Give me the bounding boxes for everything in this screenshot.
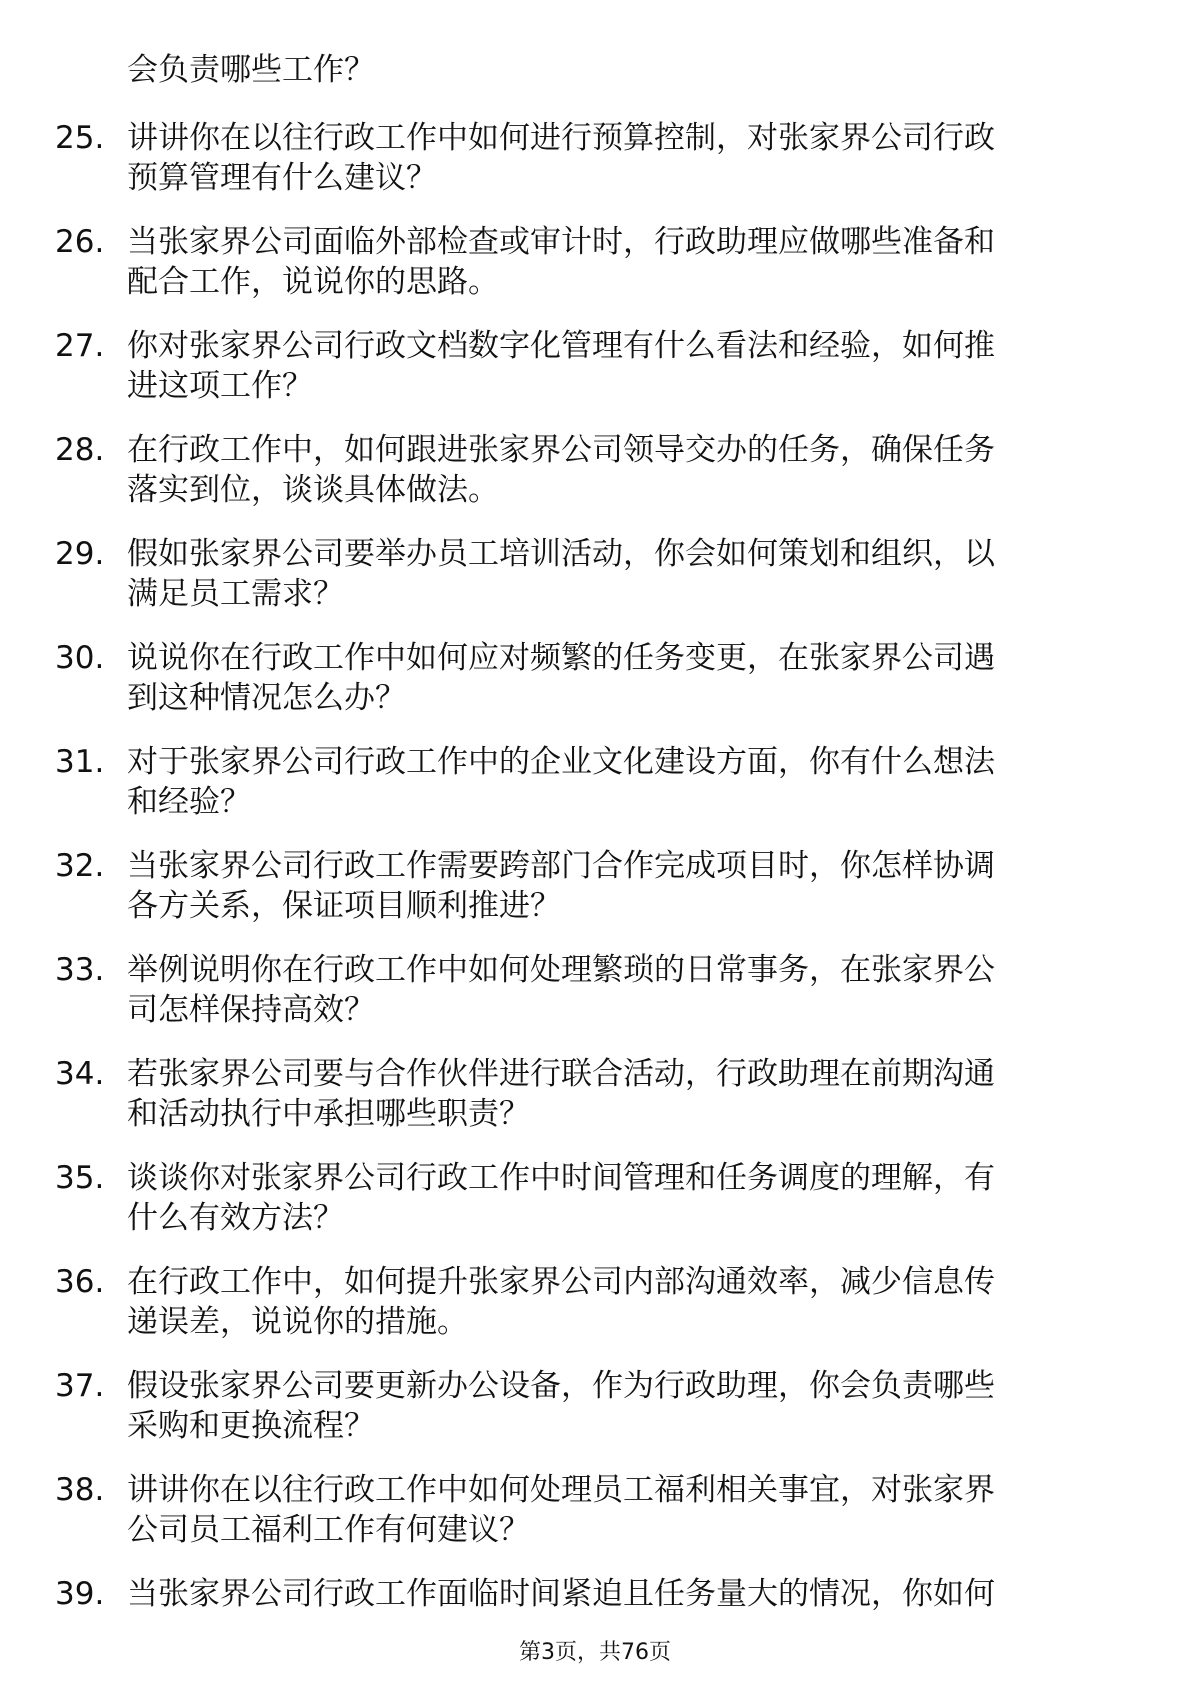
question-text-line: 满足员工需求？ [127, 576, 344, 612]
question-text-line: 当张家界公司行政工作面临时间紧迫且任务量大的情况，你如何 [127, 1576, 995, 1612]
question-number: 39. [55, 1576, 105, 1612]
question-number: 31. [55, 744, 105, 780]
question-item [0, 328, 1190, 432]
question-text [127, 328, 1117, 408]
question-number: 30. [55, 640, 105, 676]
question-text-line: 当张家界公司面临外部检查或审计时，行政助理应做哪些准备和 [127, 224, 995, 260]
question-text-line: 各方关系，保证项目顺利推进？ [127, 888, 561, 924]
question-text-line: 举例说明你在行政工作中如何处理繁琐的日常事务，在张家界公 [127, 952, 995, 988]
question-number: 35. [55, 1160, 105, 1196]
question-text-line: 说说你在行政工作中如何应对频繁的任务变更，在张家界公司遇 [127, 640, 995, 676]
question-item [0, 744, 1190, 848]
question-text [127, 1160, 1117, 1240]
question-text-line: 预算管理有什么建议？ [127, 160, 437, 196]
question-item [0, 640, 1190, 744]
question-text-line: 落实到位，谈谈具体做法。 [127, 472, 499, 508]
question-text [127, 952, 1117, 1032]
question-number: 33. [55, 952, 105, 988]
question-text-line: 司怎样保持高效？ [127, 992, 375, 1028]
question-item [0, 1056, 1190, 1160]
page-footer: 第3页，共76页 [519, 1640, 671, 1665]
question-number: 38. [55, 1472, 105, 1508]
question-text [127, 1056, 1117, 1136]
question-number: 28. [55, 432, 105, 468]
question-text-line: 你对张家界公司行政文档数字化管理有什么看法和经验，如何推 [127, 328, 995, 364]
question-item [0, 1368, 1190, 1472]
question-text-line: 当张家界公司行政工作需要跨部门合作完成项目时，你怎样协调 [127, 848, 995, 884]
question-number: 27. [55, 328, 105, 364]
question-text [127, 640, 1117, 720]
question-text [127, 432, 1117, 512]
question-text-line: 若张家界公司要与合作伙伴进行联合活动，行政助理在前期沟通 [127, 1056, 995, 1092]
question-text [127, 224, 1117, 304]
question-text-line: 到这种情况怎么办？ [127, 680, 406, 716]
question-text [127, 848, 1117, 928]
continuation-text: 会负责哪些工作？ [127, 52, 375, 88]
question-item [0, 1160, 1190, 1264]
question-text-line: 递误差，说说你的措施。 [127, 1304, 468, 1340]
question-text-line: 采购和更换流程？ [127, 1408, 375, 1444]
question-text-line: 配合工作，说说你的思路。 [127, 264, 499, 300]
question-text [127, 1368, 1117, 1448]
question-text-line: 在行政工作中，如何跟进张家界公司领导交办的任务，确保任务 [127, 432, 995, 468]
question-item [0, 1472, 1190, 1576]
question-text-line: 假设张家界公司要更新办公设备，作为行政助理，你会负责哪些 [127, 1368, 995, 1404]
question-text-line: 讲讲你在以往行政工作中如何处理员工福利相关事宜，对张家界 [127, 1472, 995, 1508]
question-text-line: 对于张家界公司行政工作中的企业文化建设方面，你有什么想法 [127, 744, 995, 780]
question-item [0, 952, 1190, 1056]
question-item [0, 432, 1190, 536]
question-text-line: 讲讲你在以往行政工作中如何进行预算控制，对张家界公司行政 [127, 120, 995, 156]
question-text [127, 744, 1117, 824]
question-text [127, 1576, 1117, 1616]
question-number: 32. [55, 848, 105, 884]
question-text [127, 120, 1117, 200]
question-number: 25. [55, 120, 105, 156]
question-number: 37. [55, 1368, 105, 1404]
question-list [0, 120, 1190, 1636]
question-text-line: 进这项工作？ [127, 368, 313, 404]
question-item [0, 1576, 1190, 1636]
question-text-line: 什么有效方法？ [127, 1200, 344, 1236]
question-text-line: 在行政工作中，如何提升张家界公司内部沟通效率，减少信息传 [127, 1264, 995, 1300]
question-text [127, 536, 1117, 616]
question-item [0, 848, 1190, 952]
question-text [127, 1264, 1117, 1344]
question-text-line: 公司员工福利工作有何建议？ [127, 1512, 530, 1548]
question-text-line: 谈谈你对张家界公司行政工作中时间管理和任务调度的理解，有 [127, 1160, 995, 1196]
question-text-line: 和经验？ [127, 784, 251, 820]
question-text [127, 1472, 1117, 1552]
question-text-line: 假如张家界公司要举办员工培训活动，你会如何策划和组织，以 [127, 536, 995, 572]
question-item [0, 536, 1190, 640]
question-item [0, 224, 1190, 328]
question-number: 36. [55, 1264, 105, 1300]
question-text-line: 和活动执行中承担哪些职责？ [127, 1096, 530, 1132]
question-number: 26. [55, 224, 105, 260]
question-number: 34. [55, 1056, 105, 1092]
question-item [0, 120, 1190, 224]
question-item [0, 1264, 1190, 1368]
question-number: 29. [55, 536, 105, 572]
